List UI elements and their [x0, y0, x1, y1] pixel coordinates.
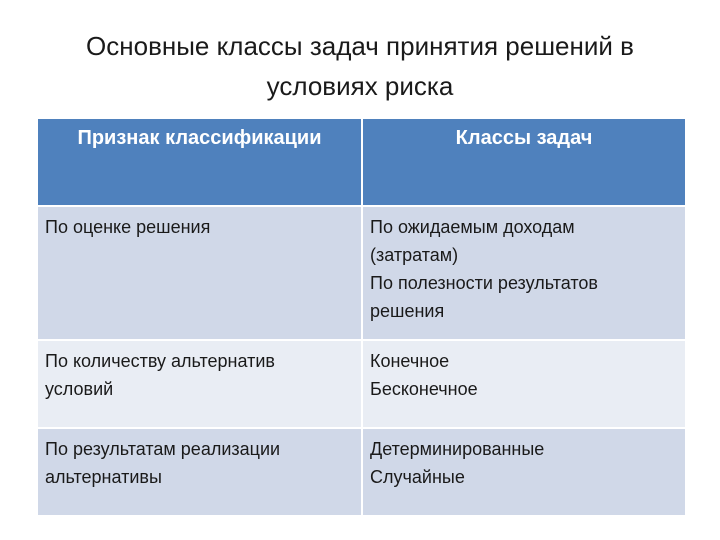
slide-title-line-1: Основные классы задач принятия решений в	[86, 31, 634, 61]
slide-title	[40, 26, 680, 106]
classification-table	[36, 117, 687, 517]
classes-cell	[362, 206, 686, 340]
classes-cell	[362, 340, 686, 428]
class-item: решения	[370, 301, 445, 321]
class-item: По полезности результатов	[370, 273, 598, 293]
criterion-text: По результатам реализации	[45, 439, 281, 459]
table-row	[37, 428, 686, 516]
class-item: Детерминированные	[370, 439, 545, 459]
class-item: Бесконечное	[370, 379, 478, 399]
criterion-text: условий	[45, 379, 114, 399]
class-item: (затратам)	[370, 245, 459, 265]
criterion-cell	[37, 428, 362, 516]
header-classes: Классы задач	[362, 118, 686, 206]
table-header-row	[37, 118, 686, 206]
criterion-cell	[37, 206, 362, 340]
table-row	[37, 206, 686, 340]
criterion-cell	[37, 340, 362, 428]
slide-title-line-2: условиях риска	[266, 71, 454, 101]
class-item: Случайные	[370, 467, 465, 487]
criterion-text: По количеству альтернатив	[45, 351, 275, 371]
classes-cell	[362, 428, 686, 516]
class-item: По ожидаемым доходам	[370, 217, 575, 237]
table-row	[37, 340, 686, 428]
header-criterion: Признак классификации	[37, 118, 362, 206]
criterion-text: альтернативы	[45, 467, 162, 487]
class-item: Конечное	[370, 351, 450, 371]
criterion-text: По оценке решения	[45, 217, 211, 237]
